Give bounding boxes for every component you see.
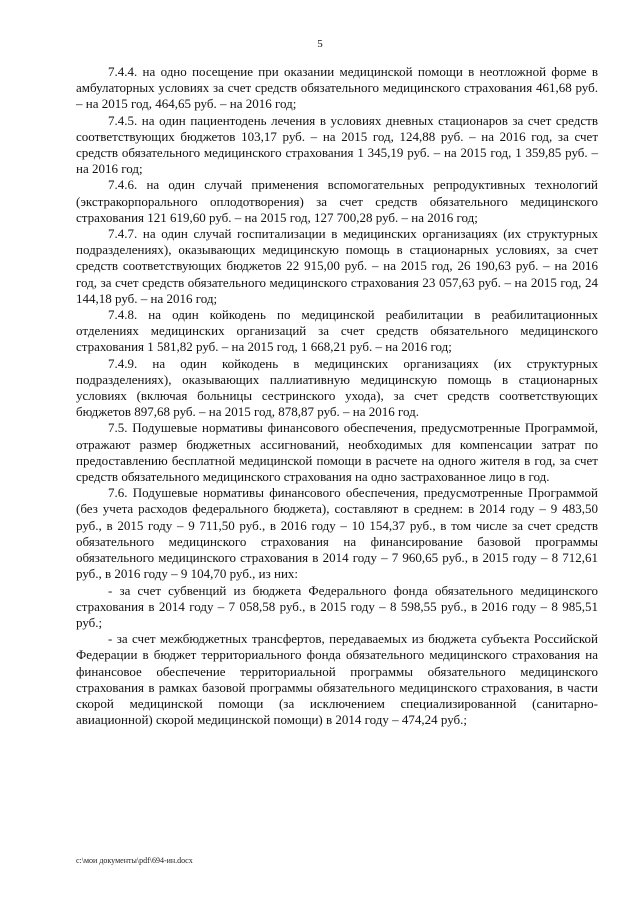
paragraph-7-4-8: 7.4.8. на один койкодень по медицинской реабилитации в реабилитационных отделениях медицинских организаций за счет средств обязательного медицинского страхования 1 581,82 руб. – на 2015 год, 1 668,21 руб. – на 2016 год; xyxy=(76,307,598,355)
paragraph-7-4-4: 7.4.4. на одно посещение при оказании медицинской помощи в неотложной форме в амбулаторных условиях за счет средств обязательного медицинского страхования 461,68 руб. – на 2015 год, 464,65 руб. – на 2016 год; xyxy=(76,64,598,112)
page-number: 5 xyxy=(317,38,323,50)
paragraph-7-6: 7.6. Подушевые нормативы финансового обеспечения, предусмотренные Программой (без учета расходов федерального бюджета), составляют в среднем: в 2014 году – 9 483,50 руб., в 2015 году – 9 711,50 руб., в 2016 году – 10 154,37 руб., в том числе за счет средств обязательного медицинского страхования на финансирование базовой программы обязательного медицинского страхования в 2014 году – 7 960,65 руб., в 2015 году – 8 712,61 руб., в 2016 году – 9 104,70 руб., из них: xyxy=(76,485,598,582)
paragraph-7-4-6: 7.4.6. на один случай применения вспомогательных репродуктивных технологий (экстракорпорального оплодотворения) за счет средств обязательного медицинского страхования 121 619,60 руб. – на 2015 год, 127 700,28 руб. – на 2016 год; xyxy=(76,177,598,225)
paragraph-7-4-9: 7.4.9. на один койкодень в медицинских организациях (их структурных подразделениях), оказывающих паллиативную медицинскую помощь в стационарных условиях (включая больницы сестринского ухода), за счет средств соответствующих бюджетов 897,68 руб. – на 2015 год, 878,87 руб. – на 2016 год. xyxy=(76,355,598,420)
paragraph-7-4-5: 7.4.5. на один пациентодень лечения в условиях дневных стационаров за счет средств соответствующих бюджетов 103,17 руб. – на 2015 год, 124,88 руб. – на 2016 год, за счет средств обязательного медицинского страхования 1 345,19 руб. – на 2015 год, 1 359,85 руб. – на 2016 год; xyxy=(76,112,598,177)
file-path-footer: c:\мои документы\pdf\694-ин.docx xyxy=(76,856,193,865)
document-body xyxy=(76,64,598,728)
paragraph-7-5: 7.5. Подушевые нормативы финансового обеспечения, предусмотренные Программой, отражают размер бюджетных ассигнований, необходимых для компенсации затрат по предоставлению бесплатной медицинской помощи в расчете на одного жителя в год, за счет средств обязательного медицинского страхования на одно застрахованное лицо в год. xyxy=(76,420,598,485)
paragraph-7-4-7: 7.4.7. на один случай госпитализации в медицинских организациях (их структурных подразделениях), оказывающих медицинскую помощь в стационарных условиях, за счет средств соответствующих бюджетов 22 915,00 руб. – на 2015 год, 26 190,63 руб. – на 2016 год, за счет средств обязательного медицинского страхования 23 057,63 руб. – на 2015 год, 24 144,18 руб. – на 2016 год; xyxy=(76,226,598,306)
list-item-subventions: - за счет субвенций из бюджета Федерального фонда обязательного медицинского страхования в 2014 году – 7 058,58 руб., в 2015 году – 8 598,55 руб., в 2016 году – 8 985,51 руб.; xyxy=(76,582,598,630)
list-item-transfers: - за счет межбюджетных трансфертов, передаваемых из бюджета субъекта Российской Федерации в бюджет территориального фонда обязательного медицинского страхования на финансовое обеспечение территориальной программы обязательного медицинского страхования в рамках базовой программы обязательного медицинского страхования, в части скорой медицинской помощи (за исключением специализированной (санитарно-авиационной) скорой медицинской помощи) в 2014 году – 474,24 руб.; xyxy=(76,631,598,728)
